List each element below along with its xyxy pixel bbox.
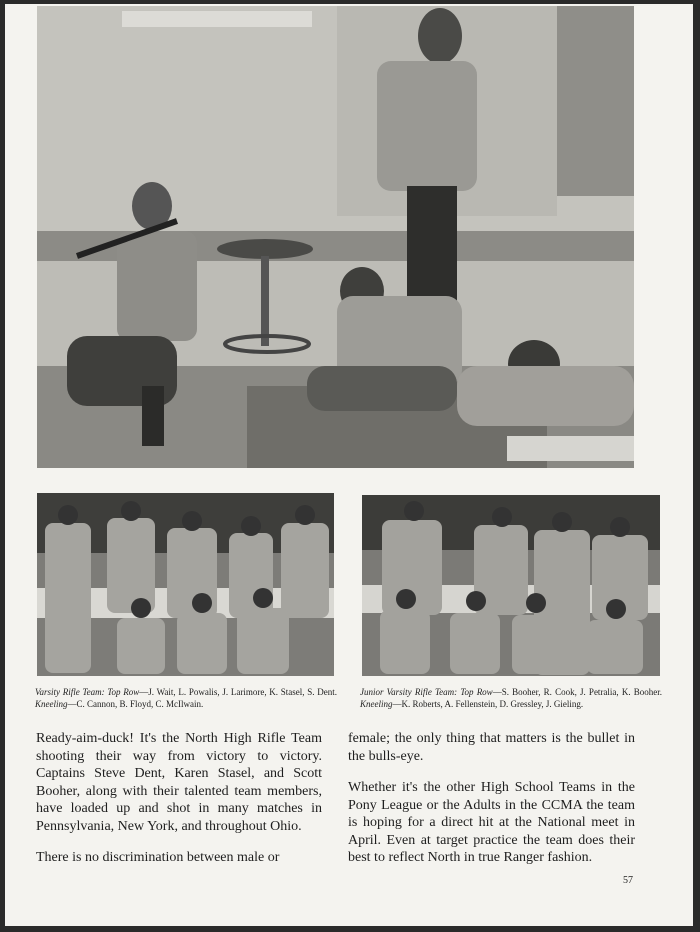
body-right-column	[348, 730, 635, 881]
junior-caption-kneel-label: Kneeling	[360, 698, 393, 709]
varsity-caption	[35, 687, 337, 710]
yearbook-page	[5, 4, 693, 926]
varsity-caption-top-names: —J. Wait, L. Powalis, J. Larimore, K. Stasel, S. Dent.	[139, 687, 337, 697]
varsity-caption-top-label: Top Row	[107, 687, 140, 697]
varsity-team-photo	[37, 493, 334, 676]
page-number: 57	[623, 875, 633, 886]
body-paragraph-3: Whether it's the other High School Teams in the Pony League or the Adults in the CCMA the team is hoping for a direct hit at the National meet in April. Even at target practice the team does their best to reflect North in true Ranger fashion.	[348, 780, 635, 865]
junior-varsity-team-photo	[362, 495, 660, 676]
varsity-team-photo-image	[37, 493, 334, 676]
junior-varsity-team-photo-image	[362, 495, 660, 676]
body-paragraph-1: Ready-aim-duck! It's the North High Rifle Team shooting their way from victory to victory. Captains Steve Dent, Karen Stasel, and Scott Booher, along with their talented team members, have loaded up and shot in many matches in Pennsylvania, New York, and throughout Ohio.	[36, 731, 322, 834]
varsity-caption-kneel-label: Kneeling	[35, 698, 68, 709]
junior-caption-kneel-names: —K. Roberts, A. Fellenstein, D. Gressley, J. Gieling.	[392, 698, 584, 709]
varsity-caption-title: Varsity Rifle Team:	[35, 687, 105, 697]
junior-caption-top-names: —S. Booher, R. Cook, J. Petralia, K. Booher.	[492, 687, 663, 697]
varsity-caption-kneel-names: —C. Cannon, B. Floyd, C. McIlwain.	[67, 698, 204, 709]
body-left-column	[36, 730, 322, 881]
main-photo-image	[37, 6, 634, 468]
junior-caption-title: Junior Varsity Rifle Team:	[360, 687, 458, 697]
body-paragraph-2-end: female; the only thing that matters is the bullet in the bulls-eye.	[348, 731, 635, 764]
junior-caption	[360, 687, 662, 710]
main-photo	[37, 6, 634, 468]
junior-caption-top-label: Top Row	[460, 687, 493, 697]
body-paragraph-2-start: There is no discrimination between male or	[36, 850, 280, 865]
